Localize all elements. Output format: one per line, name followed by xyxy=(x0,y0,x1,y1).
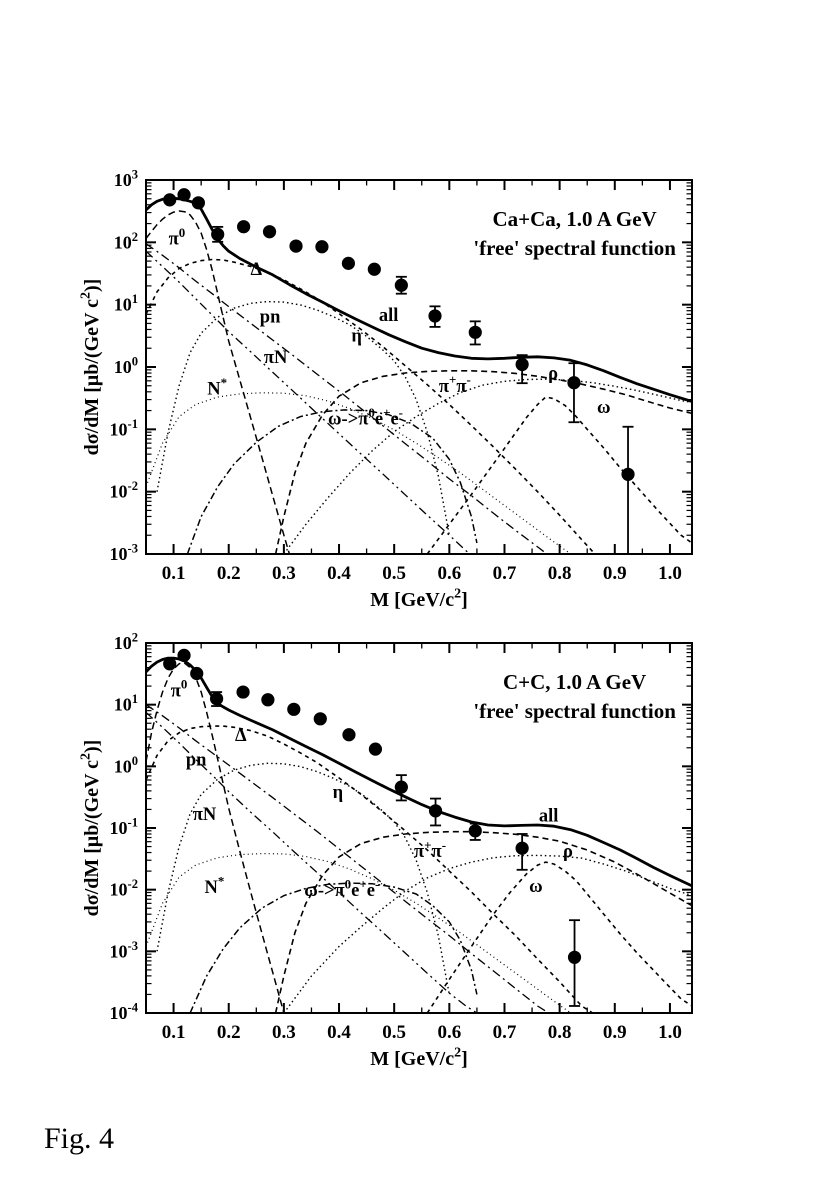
curve-omega xyxy=(427,397,692,554)
x-tick-label: 0.9 xyxy=(602,563,627,584)
y-tick-label: $10^{-1}$ xyxy=(109,416,138,440)
data-point xyxy=(395,279,408,292)
x-tick-label: 0.9 xyxy=(602,1022,627,1043)
data-point xyxy=(211,228,224,241)
x-tick-label: 0.8 xyxy=(547,563,572,584)
curve-label: ω xyxy=(529,876,543,897)
x-tick-label: 0.3 xyxy=(272,563,296,584)
curve-label: πN xyxy=(192,804,217,825)
curve-label: all xyxy=(378,306,399,327)
y-tick-label: $10^1$ xyxy=(113,292,138,315)
x-tick-label: 0.2 xyxy=(216,563,241,584)
data-point xyxy=(342,728,355,741)
x-tick-label: 0.6 xyxy=(437,1022,462,1043)
figure-caption: Fig. 4 xyxy=(44,1122,115,1155)
y-tick-label: $10^{-2}$ xyxy=(109,877,138,900)
curve-pipi xyxy=(276,371,692,554)
x-tick-label: 0.7 xyxy=(492,563,517,584)
y-tick-label: $10^{-3}$ xyxy=(109,938,138,962)
y-tick-label: $10^2$ xyxy=(113,229,138,253)
error-bar xyxy=(568,363,579,422)
curve-label: $\pi^0$ xyxy=(168,224,186,250)
y-tick-label: $10^{-2}$ xyxy=(109,479,138,502)
y-tick-label: $10^0$ xyxy=(113,354,138,377)
curve-rho xyxy=(284,379,692,554)
curve-label: ω xyxy=(596,397,611,418)
y-tick-label: $10^1$ xyxy=(113,692,138,715)
curve-label: πN xyxy=(263,347,288,368)
data-point xyxy=(287,703,300,716)
data-point xyxy=(192,196,205,209)
curve-label: η xyxy=(332,783,344,804)
data-point xyxy=(315,240,328,253)
curve-label: all xyxy=(538,806,559,827)
data-point xyxy=(163,193,176,206)
panel-subtitle: 'free' spectral function xyxy=(473,236,676,260)
x-tick-label: 0.5 xyxy=(382,1022,407,1043)
data-point xyxy=(429,804,442,817)
curve-pi0 xyxy=(146,663,284,1013)
panel-title: Ca+Ca, 1.0 A GeV xyxy=(492,207,657,231)
curve-label: η xyxy=(351,326,362,347)
curve-omega-dalitz xyxy=(190,883,477,1013)
curve-label: Δ xyxy=(235,726,247,747)
curve-label: $\omega->\pi^0e^+e^-$ xyxy=(328,404,403,430)
curve-label: ρ xyxy=(548,364,558,385)
x-tick-label: 0.4 xyxy=(327,563,351,584)
data-point xyxy=(621,468,634,481)
y-tick-label: $10^0$ xyxy=(113,753,138,777)
data-point xyxy=(163,657,176,670)
x-tick-label: 1.0 xyxy=(658,1022,682,1043)
curve-label: Δ xyxy=(250,260,263,281)
y-tick-label: $10^3$ xyxy=(113,167,138,190)
y-axis-title: dσ/dM [μb/(GeV $c^2$)] xyxy=(78,739,103,917)
x-tick-label: 0.1 xyxy=(161,563,186,584)
data-point xyxy=(428,309,441,322)
data-point xyxy=(177,188,190,201)
data-point xyxy=(369,743,382,756)
plot-c-c xyxy=(79,630,692,1070)
curve-label: $\pi^0$ xyxy=(170,676,188,702)
data-point xyxy=(516,842,529,855)
data-point xyxy=(177,649,190,662)
data-point xyxy=(516,358,529,371)
panel-subtitle: 'free' spectral function xyxy=(473,699,676,723)
x-tick-label: 1.0 xyxy=(658,563,682,584)
x-tick-label: 0.4 xyxy=(327,1022,351,1043)
x-tick-label: 0.3 xyxy=(272,1022,296,1043)
data-point xyxy=(314,712,327,725)
data-point xyxy=(567,376,580,389)
data-point xyxy=(210,692,223,705)
data-point xyxy=(289,240,302,253)
curve-label: pn xyxy=(259,307,281,328)
x-axis-title: M $[GeV/c^2]$ xyxy=(370,1045,468,1070)
data-point xyxy=(237,220,250,233)
data-point xyxy=(261,693,274,706)
data-point xyxy=(190,667,203,680)
data-point xyxy=(469,326,482,339)
curve-label: N* xyxy=(204,873,225,899)
y-tick-label: $10^{-3}$ xyxy=(109,541,138,564)
x-tick-label: 0.5 xyxy=(382,563,407,584)
data-point xyxy=(568,951,581,964)
curve-label: $\omega->\pi^0e^+e^-$ xyxy=(304,876,380,902)
data-point xyxy=(236,685,249,698)
data-point xyxy=(368,263,381,276)
curve-label: π+π- xyxy=(438,371,471,397)
x-tick-label: 0.2 xyxy=(216,1022,241,1043)
y-tick-label: $10^2$ xyxy=(113,630,138,653)
curve-label: π+π- xyxy=(414,837,447,863)
panel-title: C+C, 1.0 A GeV xyxy=(503,670,647,694)
x-tick-label: 0.7 xyxy=(492,1022,517,1043)
y-tick-label: $10^{-4}$ xyxy=(109,1000,138,1023)
data-point xyxy=(395,781,408,794)
data-point xyxy=(469,824,482,837)
data-point xyxy=(263,225,276,238)
x-tick-label: 0.6 xyxy=(437,563,462,584)
data-point xyxy=(342,257,355,270)
x-tick-label: 0.8 xyxy=(547,1022,572,1043)
x-axis-title: M $[GeV/c^2]$ xyxy=(370,586,468,611)
plot-ca-ca xyxy=(79,167,692,611)
curve-label: pn xyxy=(185,750,207,771)
curve-label: N* xyxy=(207,374,228,400)
curve-pipi xyxy=(276,832,692,1013)
y-axis-title: dσ/dM [μb/(GeV $c^2$)] xyxy=(78,278,103,456)
curve-eta xyxy=(157,302,449,536)
curve-omega-dalitz xyxy=(187,410,477,554)
x-tick-label: 0.1 xyxy=(161,1022,186,1043)
y-tick-label: $10^{-1}$ xyxy=(109,815,138,838)
curve-label: ρ xyxy=(562,842,573,863)
curve-pn xyxy=(146,244,560,564)
